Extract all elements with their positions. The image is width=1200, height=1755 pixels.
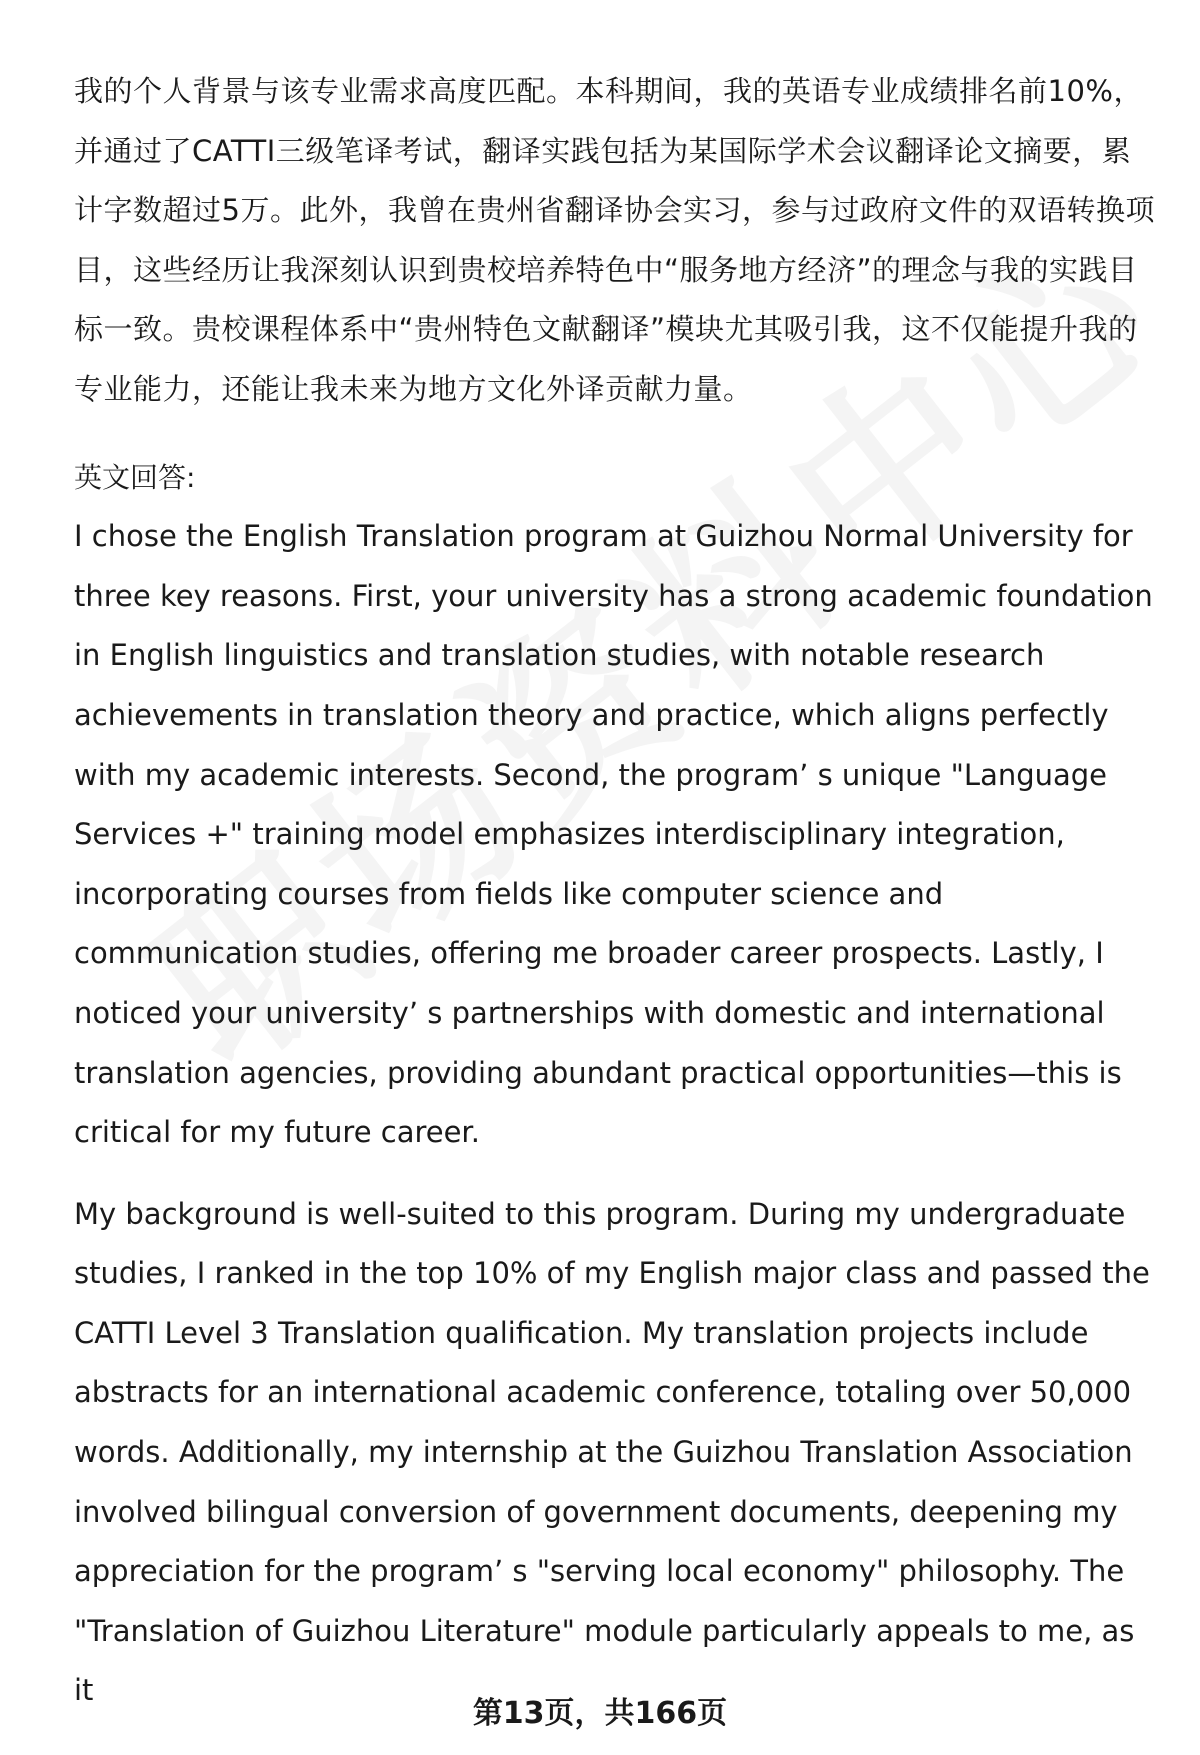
- section-heading-english-answer: 英文回答:: [74, 460, 196, 494]
- paragraph-en-reasons: I chose the English Translation program at Guizhou Normal University for three key reasons. First, your university has a strong academic foundation in English linguistics and translation studies, with notable research achievements in translation theory and practice, which aligns perfectly with my academic interests. Second, the program’ s unique "Language Services +" training model emphasizes interdisciplinary integration, incorporating courses from fields like computer science and communication studies, offering me broader career prospects. Lastly, I noticed your university’ s partnerships with domestic and international translation agencies, providing abundant practical opportunities—this is critical for my future career.: [74, 519, 1153, 1150]
- paragraph-zh-background: 我的个人背景与该专业需求高度匹配。本科期间，我的英语专业成绩排名前10%，并通过了CATTI三级笔译考试，翻译实践包括为某国际学术会议翻译论文摘要，累计字数超过5万。此外，我曾在贵州省翻译协会实习，参与过政府文件的双语转换项目，这些经历让我深刻认识到贵校培养特色中“服务地方经济”的理念与我的实践目标一致。贵校课程体系中“贵州特色文献翻译”模块尤其吸引我，这不仅能提升我的专业能力，还能让我未来为地方文化外译贡献力量。: [74, 74, 1155, 406]
- document-body: [74, 62, 1160, 1721]
- page-number: 第13页，共166页: [472, 1696, 728, 1731]
- paragraph-en-background: My background is well-suited to this program. During my undergraduate studies, I ranked in the top 10% of my English major class and passed the CATTI Level 3 Translation qualification. My translation projects include abstracts for an international academic conference, totaling over 50,000 words. Additionally, my internship at the Guizhou Translation Association involved bilingual conversion of government documents, deepening my appreciation for the program’ s "serving local economy" philosophy. The "Translation of Guizhou Literature" module particularly appeals to me, as it: [74, 1196, 1150, 1708]
